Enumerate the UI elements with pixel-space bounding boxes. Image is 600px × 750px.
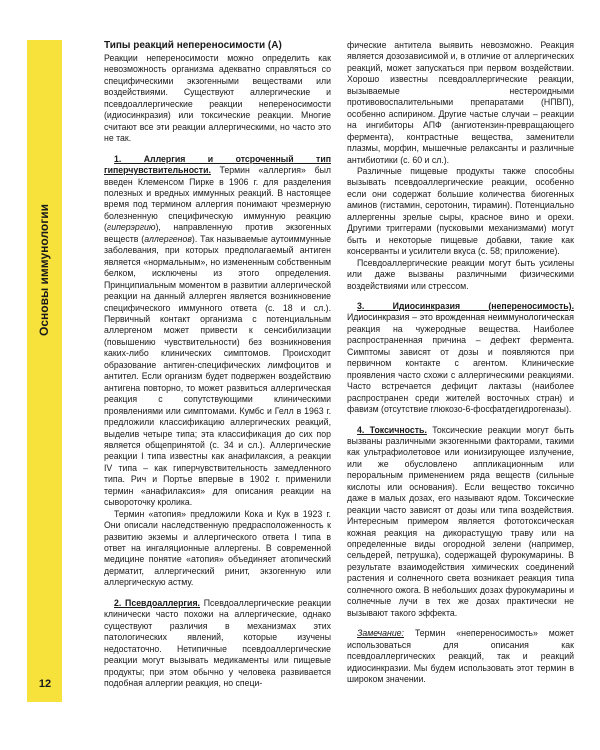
note-label: Замечание: [357, 628, 404, 639]
allergy-text-c: ). Так называемые аутоиммунные заболевания, при которых предполагаемый антиген является «нормальным», но измененным собственным белком, исключены из этого определения. Принципиальным моментом в развитии аллергической реакции на данный аллерген является возникновение специфического иммунного ответа (с. 18 и сл.). Первичный контакт организма с потенциальным аллергеном может привести к сенсибилизации (повышению чувствительности) без возникновения каких-либо клинических симптомов. Происходит образование антиген-специфических лимфоцитов и антител. Если организм будет подвержен воздействию антигена повторно, то может развиться аллергическая реакция с сопутствующими клиническими проявлениями или симптомами. Кумбс и Гелл в 1963 г. предложили классификацию аллергических реакций, выделив четыре типа; эта классификация до сих пор является общепринятой (с. 34 и сл.). Аллергические реакции I типа известны как анафилаксия, а реакции IV типа – как гиперчувствительность замедленного типа. Рич и Портье впервые в 1902 г. применили термин «анафилаксия» для описания реакции на сывороточку кролика. [104, 233, 331, 508]
right-column [347, 40, 574, 685]
allergens-term: аллергенов [144, 233, 192, 244]
hyperergy-term: гиперэргию [106, 222, 156, 233]
chapter-strip [27, 40, 62, 702]
section-heading: Типы реакций непереносимости (А) [104, 40, 282, 51]
toxicity-heading: 4. Токсичность. [357, 424, 427, 435]
continuation-paragraph: фические антитела выявить невозможно. Реакция является дозозависимой и, в отличие от аллергических реакций, может запускаться при первом воздействии. Хорошо известны псевдоаллергические реакции, вызываемые нестероидными противовоспалительными препаратами (НПВП), особенно аспирином. Другие частые случаи – реакции на ингибиторы АПФ (ангиотензин-превращающего фермента), контрастные вещества, заменители плазмы, морфин, мышечные релаксанты и различные антибиотики (с. 60 и сл.). [347, 40, 574, 165]
allergy-text-b: ), направленную против экзогенных веществ ( [104, 222, 331, 244]
left-column [104, 40, 331, 689]
toxicity-text: Токсические реакции могут быть вызваны различными экзогенными факторами, такими как ультрафиолетовое или ионизирующее излучение, или же обусловлено аппликационным или пероральным применением ряда веществ (сильные кислоты или основания). Если вещество токсично даже в малых дозах, его называют ядом. Токсические реакции часто зависят от дозы или типа воздействия. Интересным примером является фототоксическая кожная реакция на дикорастущую траву или на определенные виды огородной зелени (например, сельдерей, петрушка), содержащей фурокумарины. В результате взаимодействия химических соединений растения и солнечного света возникает реакция типа солнечного ожога. В небольших дозах фурокумарины и солнечные лучи в тех же дозах практически не вызывают такого эффекта. [347, 424, 574, 618]
note-text: Термин «непереносимость» может использоваться для описания как псевдоаллергических реакций, так и реакций идиосинкразии. Мы будем использовать этот термин в широком значении. [347, 628, 574, 685]
amplification-paragraph: Псевдоаллергические реакции могут быть усилены или даже вызваны различными физическими воздействиями или стрессом. [347, 257, 574, 291]
idiosyncrasy-paragraph [347, 301, 574, 416]
intro-paragraph: Реакции непереносимости можно определить как невозможность организма адекватно справляться со специфическими экзогенными веществами или воздействиями. Существуют аллергические и псевдоаллергические реакции непереносимости (идиосинкразия) или токсические реакции. Многие считают все эти реакции аллергическими, но часто это не так. [104, 53, 331, 144]
pseudoallergy-paragraph [104, 598, 331, 690]
chapter-title: Основы иммунологии [37, 203, 51, 337]
page-number: 12 [38, 678, 52, 690]
toxicity-paragraph [347, 425, 574, 620]
food-paragraph: Различные пищевые продукты также способны вызывать псевдоаллергические реакции, особенно если они содержат большие количества биогенных аминов (гистамин, серотонин, тирамин). Потенциально аллергенны зрелые сыры, красное вино и орехи. Другими триггерами (пусковыми механизмами) могут быть и некоторые пищевые добавки, такие как консерванты и усилители вкуса (с. 58; приложение). [347, 165, 574, 257]
sidebar [0, 0, 62, 750]
idiosyncrasy-heading: 3. Идиосинкразия (непереносимость). [357, 300, 574, 311]
idiosyncrasy-text: Идиосинкразия – это врожденная неиммунологическая реакция на чужеродные вещества. Наиболее распространенная причина – дефект фермента. Симптомы зависят от дозы и появляются при первичном контакте с агентом. Клинические проявления часто схожи с аллергическими реакциями. Часто встречается дефицит лактазы (наиболее распространен среди жителей восточных стран) и фавизм (отсутствие глюкозо-6-фосфатдегидрогеназы). [347, 312, 574, 415]
note-paragraph [347, 628, 574, 685]
atopy-paragraph: Термин «атопия» предложили Кока и Кук в 1923 г. Они описали наследственную предрасположенность к развитию экземы и аллергического ответа I типа в ответ на ингаляционные аллергены. В современной медицине понятие «атопия» объединяет атопический дерматит, аллергический ринит, экзогенную или аллергическую астму. [104, 508, 331, 588]
allergy-heading: 1. Аллергия и отсроченный тип гиперчувствительности. [104, 153, 331, 176]
pseudoallergy-heading: 2. Псевдоаллергия. [114, 597, 200, 608]
allergy-text-a: Термин «аллергия» был введен Клеменсом Пирке в 1906 г. для разделения полезных и вредных иммунных реакций. В настоящее время под термином аллергия понимают чрезмерную болезненную специфическую иммунную реакцию ( [104, 165, 331, 233]
allergy-paragraph [104, 154, 331, 509]
pseudoallergy-text: Псевдоаллергические реакции клинически часто похожи на аллергические, однако существуют различия в механизмах этих патологических явлений, которые изучены недостаточно. Нетипичные псевдоаллергические реакции могут вызывать медикаменты или пищевые продукты; при этом обычно у человека развивается подобная аллергии реакция, но специ- [104, 597, 331, 689]
